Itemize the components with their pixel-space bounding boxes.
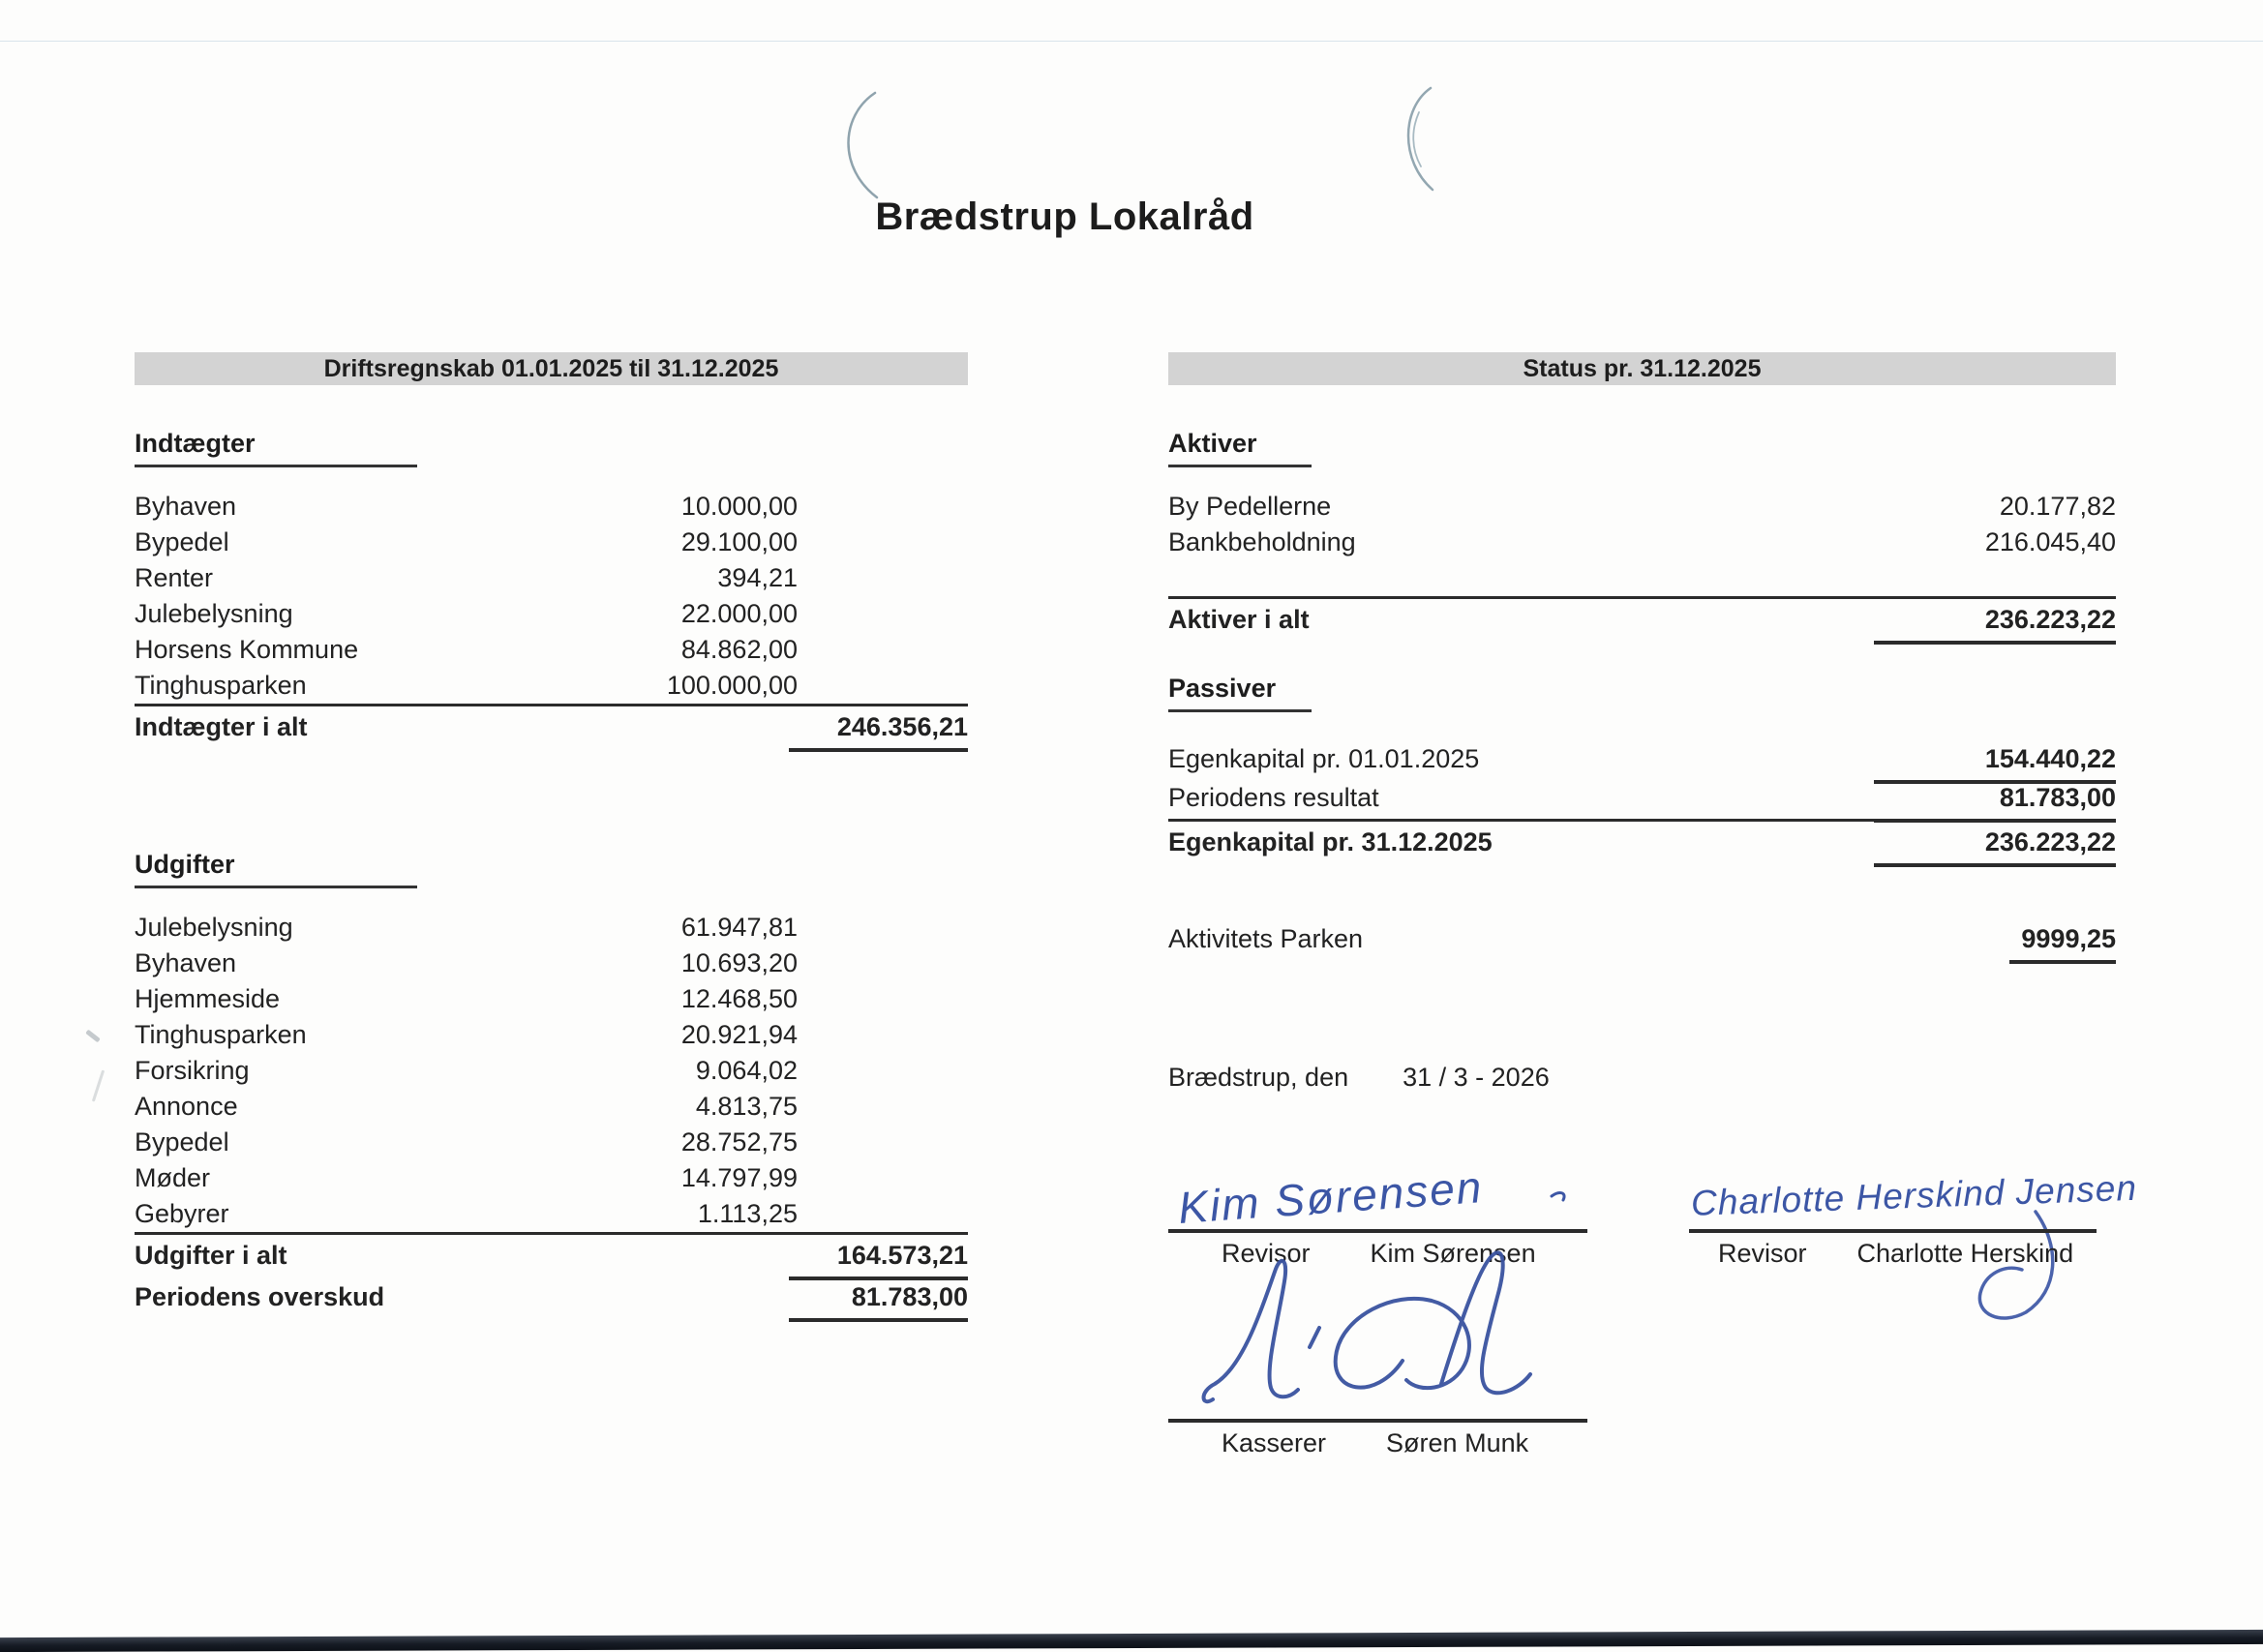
table-row — [135, 1196, 968, 1232]
page-title: Brædstrup Lokalråd — [875, 195, 1254, 238]
table-row — [135, 1053, 968, 1089]
scan-smudge — [92, 1069, 105, 1101]
row-label: By Pedellerne — [1168, 492, 1332, 521]
table-row — [135, 1017, 968, 1053]
row-label: Bypedel — [135, 527, 229, 556]
table-row — [135, 489, 968, 525]
total-label: Aktiver i alt — [1168, 605, 1310, 634]
row-label: Forsikring — [135, 1056, 250, 1085]
surplus-value: 81.783,00 — [789, 1279, 968, 1322]
signer-role: Revisor — [1222, 1239, 1311, 1268]
row-label: Aktivitets Parken — [1168, 924, 1364, 953]
date-value: 31 / 3 - 2026 — [1403, 1063, 1550, 1092]
row-value: 20.177,82 — [1999, 492, 2116, 521]
signer-name: Kim Sørensen — [1370, 1239, 1536, 1268]
table-row — [135, 596, 968, 632]
signature-line-2 — [1689, 1190, 2097, 1233]
row-label: Byhaven — [135, 948, 237, 977]
assets-heading: Aktiver — [1168, 429, 1312, 467]
section-header-status: Status pr. 31.12.2025 — [1168, 352, 2116, 385]
scanner-edge-strip — [0, 1630, 2263, 1652]
total-label: Udgifter i alt — [135, 1241, 287, 1270]
row-value: 12.468,50 — [680, 984, 798, 1013]
row-value: 1.113,25 — [697, 1199, 798, 1228]
signer-role: Kasserer — [1222, 1428, 1327, 1457]
row-label: Egenkapital pr. 01.01.2025 — [1168, 744, 1480, 773]
signature-labels-1 — [1168, 1239, 1641, 1269]
expense-totals — [135, 1232, 968, 1315]
row-label: Renter — [135, 563, 214, 592]
total-label: Indtægter i alt — [135, 712, 308, 741]
liability-rows — [1168, 741, 2116, 860]
row-label: Horsens Kommune — [135, 635, 359, 664]
expenses-total-row — [135, 1232, 968, 1274]
table-row — [135, 1125, 968, 1160]
table-row — [1168, 525, 2116, 560]
row-label: Periodens resultat — [1168, 783, 1379, 812]
asset-rows — [1168, 489, 2116, 560]
total-label: Egenkapital pr. 31.12.2025 — [1168, 827, 1493, 856]
expenses-heading: Udgifter — [135, 850, 417, 888]
surplus-label: Periodens overskud — [135, 1282, 385, 1311]
total-value: 164.573,21 — [789, 1238, 968, 1280]
table-row — [135, 981, 968, 1017]
signature-line-1 — [1168, 1190, 1587, 1233]
row-value: 10.000,00 — [680, 492, 798, 521]
income-rows — [135, 489, 968, 704]
row-label: Julebelysning — [135, 913, 293, 942]
row-value: 9999,25 — [2009, 921, 2116, 964]
income-heading: Indtægter — [135, 429, 417, 467]
signer-role: Revisor — [1718, 1239, 1807, 1268]
row-value: 154.440,22 — [1874, 741, 2116, 784]
table-row — [135, 525, 968, 560]
row-label: Hjemmeside — [135, 984, 281, 1013]
row-label: Bypedel — [135, 1127, 229, 1156]
scan-smudge — [85, 1030, 101, 1043]
row-label: Julebelysning — [135, 599, 293, 628]
table-row — [135, 1089, 968, 1125]
row-value: 4.813,75 — [695, 1092, 798, 1121]
section-header-driftsregnskab: Driftsregnskab 01.01.2025 til 31.12.2025 — [135, 352, 968, 385]
row-label: Annonce — [135, 1092, 238, 1121]
table-row — [1168, 780, 2116, 819]
total-value: 236.223,22 — [1874, 825, 2116, 867]
row-value: 10.693,20 — [680, 948, 798, 977]
income-total-row — [135, 704, 968, 745]
table-row — [135, 910, 968, 946]
row-value: 29.100,00 — [680, 527, 798, 556]
row-value: 394,21 — [717, 563, 798, 592]
surplus-row — [135, 1279, 968, 1315]
total-value: 246.356,21 — [789, 709, 968, 752]
signer-name: Søren Munk — [1386, 1428, 1529, 1457]
punch-hole-mark-right — [1382, 85, 1450, 196]
handwriting-text: Charlotte Herskind Jensen — [1690, 1167, 2138, 1223]
table-row — [135, 1160, 968, 1196]
row-value: 22.000,00 — [680, 599, 798, 628]
activity-park-row — [1168, 921, 2116, 957]
table-row — [135, 632, 968, 668]
row-label: Bankbeholdning — [1168, 527, 1356, 556]
row-label: Tinghusparken — [135, 671, 307, 700]
row-value: 14.797,99 — [680, 1163, 798, 1192]
signature-line-3 — [1168, 1380, 1587, 1423]
table-row — [135, 668, 968, 704]
row-value: 9.064,02 — [695, 1056, 798, 1085]
total-value: 236.223,22 — [1874, 602, 2116, 645]
row-value: 100.000,00 — [666, 671, 798, 700]
row-label: Gebyrer — [135, 1199, 229, 1228]
place-label: Brædstrup, den — [1168, 1063, 1349, 1092]
equity-total-row — [1168, 819, 2116, 860]
row-value: 61.947,81 — [680, 913, 798, 942]
table-row — [135, 560, 968, 596]
signer-name: Charlotte Herskind — [1856, 1239, 2074, 1268]
expense-rows — [135, 910, 968, 1232]
row-label: Tinghusparken — [135, 1020, 307, 1049]
table-row — [1168, 489, 2116, 525]
liabilities-heading: Passiver — [1168, 674, 1312, 712]
row-value: 28.752,75 — [680, 1127, 798, 1156]
place-and-date — [1168, 1063, 2116, 1093]
table-row — [135, 946, 968, 981]
punch-hole-mark-left — [825, 89, 892, 205]
row-label: Møder — [135, 1163, 211, 1192]
row-value: 20.921,94 — [680, 1020, 798, 1049]
row-label: Byhaven — [135, 492, 237, 521]
signature-labels-3 — [1168, 1428, 1641, 1458]
table-row — [1168, 741, 2116, 780]
row-value: 81.783,00 — [1874, 780, 2116, 823]
row-value: 84.862,00 — [680, 635, 798, 664]
handwriting-text: Kim Sørensen — [1176, 1161, 1485, 1233]
assets-total-row — [1168, 596, 2116, 638]
signature-labels-2 — [1689, 1239, 2145, 1269]
scan-artifact-top-line — [0, 41, 2263, 42]
row-value: 216.045,40 — [1984, 527, 2116, 556]
